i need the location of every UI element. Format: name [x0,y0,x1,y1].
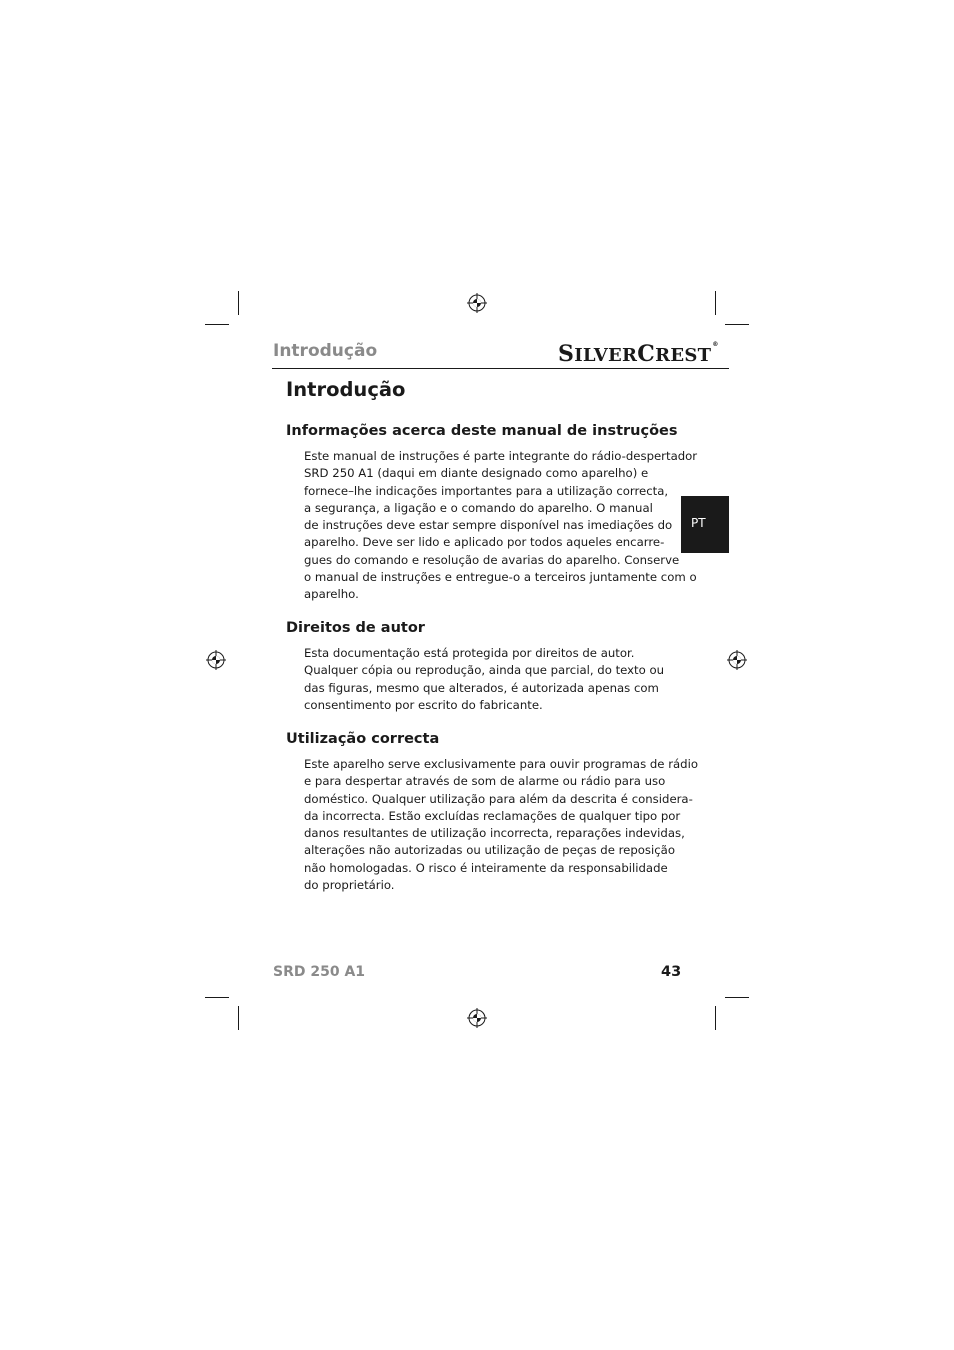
crop-mark [238,1006,239,1030]
crop-mark [715,1006,716,1030]
crop-mark [205,997,229,998]
crop-mark [725,324,749,325]
page-title: Introdução [286,378,406,401]
registration-mark-icon [467,293,487,313]
crop-mark [715,291,716,315]
running-header-title: Introdução [273,341,378,361]
section-body: Este aparelho serve exclusivamente para ouvir programas de rádio e para despertar através de som de alarme ou rádio para uso doméstico. Qualquer utilização para além da descrita é considera- da incorrecta. Estão excluídas reclamações de qualquer tipo por danos resultantes de utilização incorrecta, reparações indevidas, alterações não autorizadas ou utilização de peças de reposição não homologadas. O risco é inteiramente da responsabilidade do proprietário. [304,757,699,893]
section-heading: Direitos de autor [286,620,425,636]
crop-mark [725,997,749,998]
language-tab [681,496,729,553]
crop-mark [205,324,229,325]
language-tab-label: PT [691,516,706,530]
registration-mark-icon [467,1008,487,1028]
page-number: 43 [661,964,682,980]
footer-model: SRD 250 A1 [273,964,366,980]
brand-logo: SILVERCREST® [558,341,719,367]
section-heading: Utilização correcta [286,731,440,747]
header-rule [272,368,729,369]
crop-mark [238,291,239,315]
registration-mark-icon [206,650,226,670]
registration-mark-icon [727,650,747,670]
section-heading: Informações acerca deste manual de instruções [286,423,678,439]
section-body: Este manual de instruções é parte integrante do rádio-despertador SRD 250 A1 (daqui em diante designado como aparelho) e fornece–lhe indicações importantes para a utilização correcta, a segurança, a ligação e o comando do aparelho. O manual de instruções deve estar sempre disponível nas imediações do aparelho. Deve ser lido e aplicado por todos aqueles encarre- gues do comando e resolução de avarias do aparelho. Conserve o manual de instruções e entregue-o a terceiros juntamente com o aparelho. [304,449,698,602]
section-body: Esta documentação está protegida por direitos de autor. Qualquer cópia ou reprodução, ainda que parcial, do texto ou das figuras, mesmo que alterados, é autorizada apenas com consentimento por escrito do fabricante. [304,646,665,712]
